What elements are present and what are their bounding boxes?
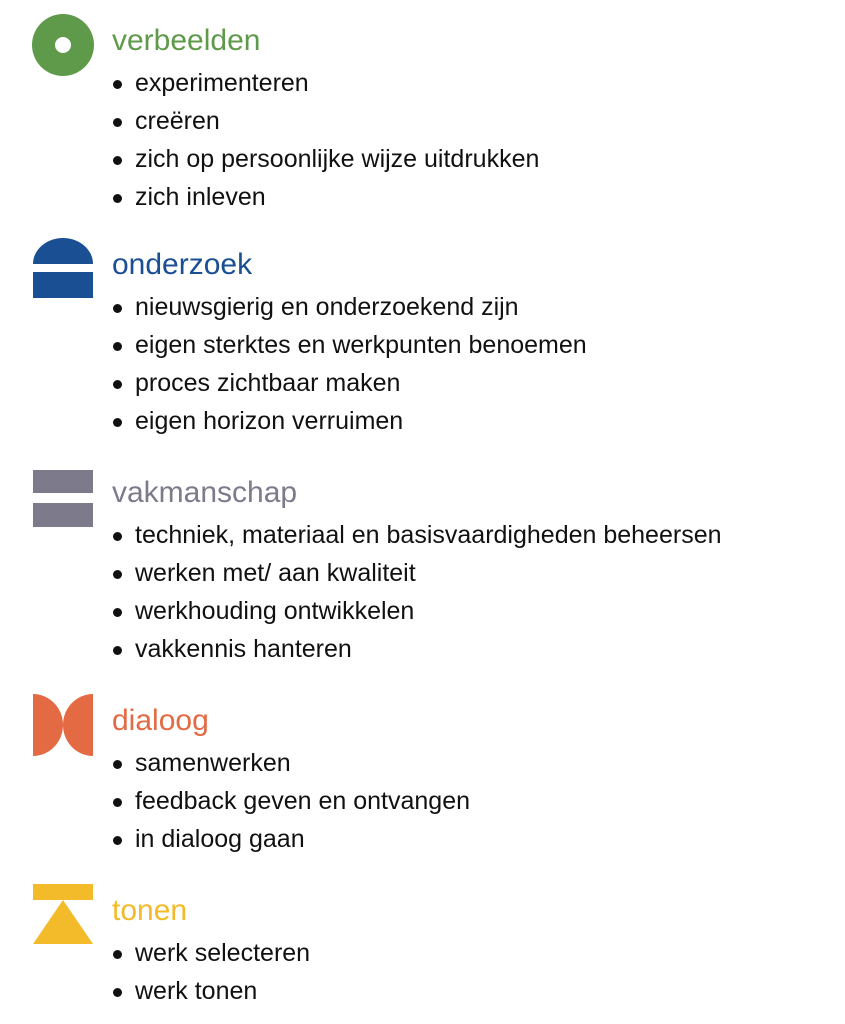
list-item: proces zichtbaar maken: [112, 364, 587, 402]
half-right: [63, 694, 93, 756]
circle-ring-icon: [32, 14, 94, 76]
section-title: onderzoek: [112, 248, 253, 281]
dome-top: [33, 238, 93, 264]
list-item: creëren: [112, 102, 539, 140]
section-title: tonen: [112, 894, 188, 927]
item-list: [112, 744, 470, 858]
ring-hole: [55, 37, 71, 53]
item-list: [112, 288, 587, 440]
list-item: vakkennis hanteren: [112, 630, 722, 668]
list-item: feedback geven en ontvangen: [112, 782, 470, 820]
list-item: eigen sterktes en werkpunten benoemen: [112, 326, 587, 364]
item-list: [112, 64, 539, 216]
list-item: werkhouding ontwikkelen: [112, 592, 722, 630]
pedestal-top: [33, 884, 93, 900]
section-title: verbeelden: [112, 24, 261, 57]
list-item: werk tonen: [112, 972, 310, 1010]
bar-bottom: [33, 503, 93, 527]
list-item: werken met/ aan kwaliteit: [112, 554, 722, 592]
list-item: techniek, materiaal en basisvaardigheden beheersen: [112, 516, 722, 554]
list-item: nieuwsgierig en onderzoekend zijn: [112, 288, 587, 326]
item-list: [112, 516, 722, 668]
stacked-bars-icon: [32, 466, 94, 528]
bar-top: [33, 470, 93, 493]
half-left: [33, 694, 63, 756]
list-item: zich inleven: [112, 178, 539, 216]
section-title: vakmanschap: [112, 476, 298, 509]
facing-half-circles-icon: [32, 694, 94, 756]
list-item: samenwerken: [112, 744, 470, 782]
list-item: werk selecteren: [112, 934, 310, 972]
pedestal-icon: [32, 884, 94, 946]
list-item: zich op persoonlijke wijze uitdrukken: [112, 140, 539, 178]
section-title: dialoog: [112, 704, 209, 737]
list-item: in dialoog gaan: [112, 820, 470, 858]
list-item: eigen horizon verruimen: [112, 402, 587, 440]
list-item: experimenteren: [112, 64, 539, 102]
item-list: [112, 934, 310, 1010]
pedestal-base: [33, 900, 93, 944]
dome-base: [33, 272, 93, 298]
split-dome-icon: [32, 238, 94, 300]
